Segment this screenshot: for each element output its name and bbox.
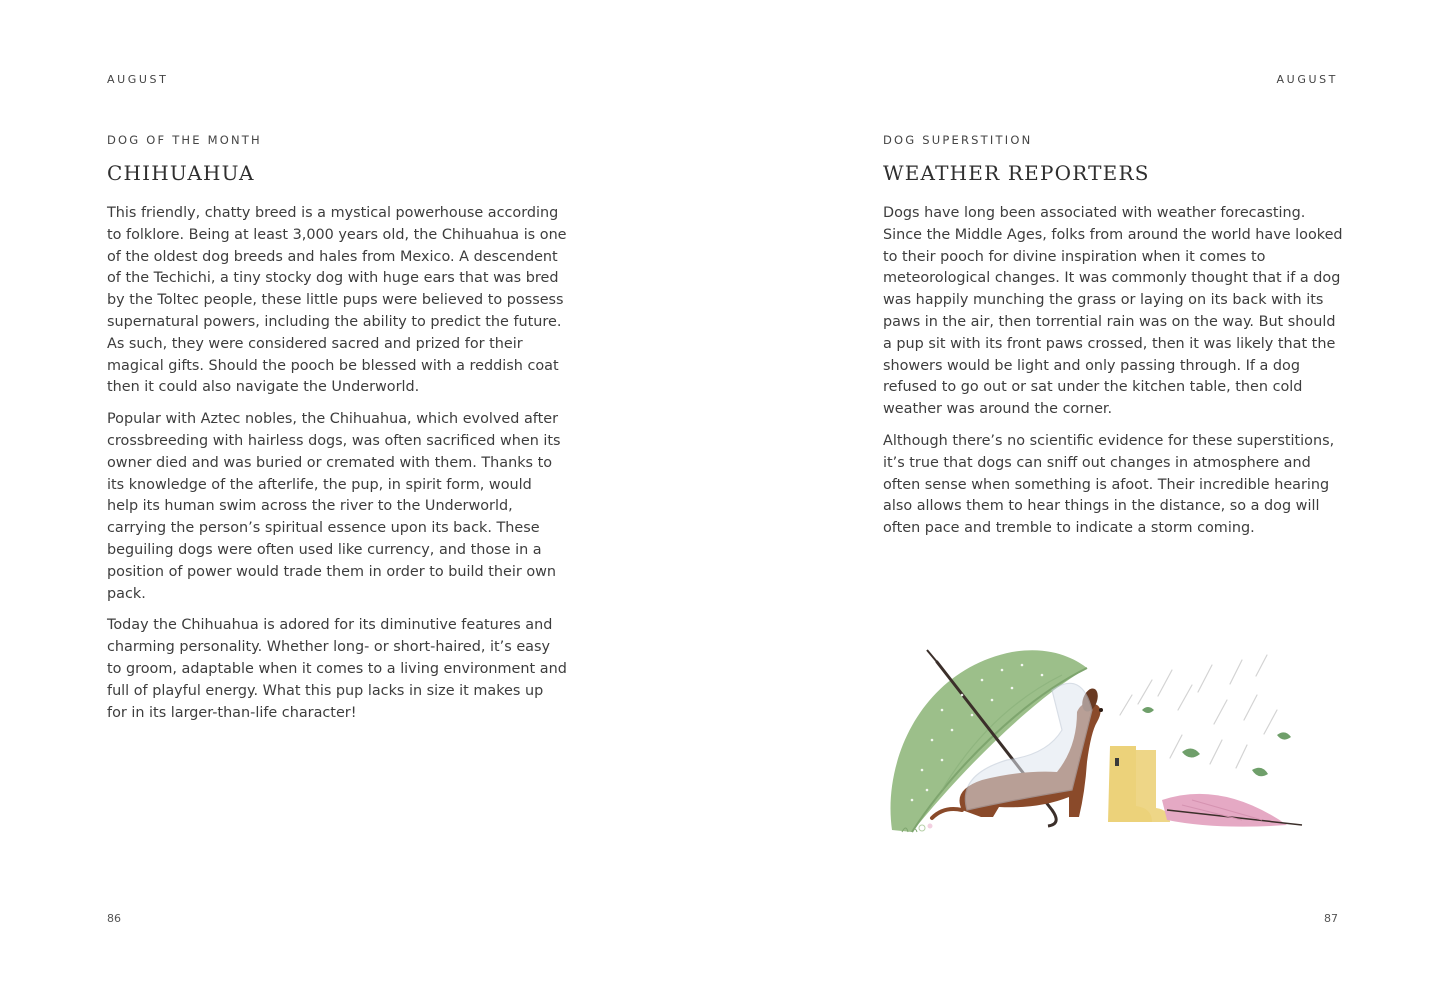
left-page	[0, 0, 722, 990]
section-kicker: DOG OF THE MONTH	[107, 133, 262, 147]
paragraph: Today the Chihuahua is adored for its diminutive features and charming personality. Whether long- or short-haired, it’s easy to groom, adaptable when it comes to a living environment and full of playful energy. What this pup lacks in size it makes up for in its larger-than-life character!	[107, 617, 567, 721]
running-head: AUGUST	[1276, 73, 1338, 86]
paragraph: Although there’s no scientific evidence for these superstitions, it’s true that dogs can sniff out changes in atmosphere and often sense when something is afoot. Their incredible hearing also allows them to hear things in the distance, so a dog will often pace and tremble to indicate a storm coming.	[883, 432, 1335, 537]
paragraph: Popular with Aztec nobles, the Chihuahua, which evolved after crossbreeding with hairless dogs, was often sacrificed when its owner died and was buried or cremated with them. Thanks to its knowledge of the afterlife, the pup, in spirit form, would help its human swim across the river to the Underworld, carrying the person’s spiritual essence upon its back. These beguiling dogs were often used like currency, and those in a position of power would trade them in order to build their own pack.	[107, 411, 561, 602]
page-number: 87	[1324, 912, 1338, 925]
article-body	[883, 203, 1343, 550]
article-title: CHIHUAHUA	[107, 161, 255, 185]
page-number: 86	[107, 912, 121, 925]
paragraph: Dogs have long been associated with weather forecasting. Since the Middle Ages, folks from around the world have looked to their pooch for divine inspiration when it comes to meteorological changes. It was commonly thought that if a dog was happily munching the grass or laying on its back with its paws in the air, then torrential rain was on the way. But should a pup sit with its front paws crossed, then it was likely that the showers would be light and only passing through. If a dog refused to go out or sat under the kitchen table, then cold weather was around the corner.	[883, 205, 1343, 418]
running-head: AUGUST	[107, 73, 169, 86]
right-page	[722, 0, 1444, 990]
pink-umbrella-icon	[1162, 794, 1302, 827]
article-title: WEATHER REPORTERS	[883, 161, 1150, 185]
boots-icon	[1108, 746, 1170, 822]
leaf-icon	[1142, 707, 1291, 776]
dog-umbrella-rain-illustration	[882, 640, 1312, 850]
section-kicker: DOG SUPERSTITION	[883, 133, 1033, 147]
paragraph: This friendly, chatty breed is a mystical powerhouse according to folklore. Being at least 3,000 years old, the Chihuahua is one of the oldest dog breeds and hales from Mexico. A descendent of the Techichi, a tiny stocky dog with huge ears that was bred by the Toltec people, these little pups were believed to possess supernatural powers, including the ability to predict the future. As such, they were considered sacred and prized for their magical gifts. Should the pooch be blessed with a reddish coat then it could also navigate the Underworld.	[107, 205, 567, 396]
article-body	[107, 203, 567, 734]
